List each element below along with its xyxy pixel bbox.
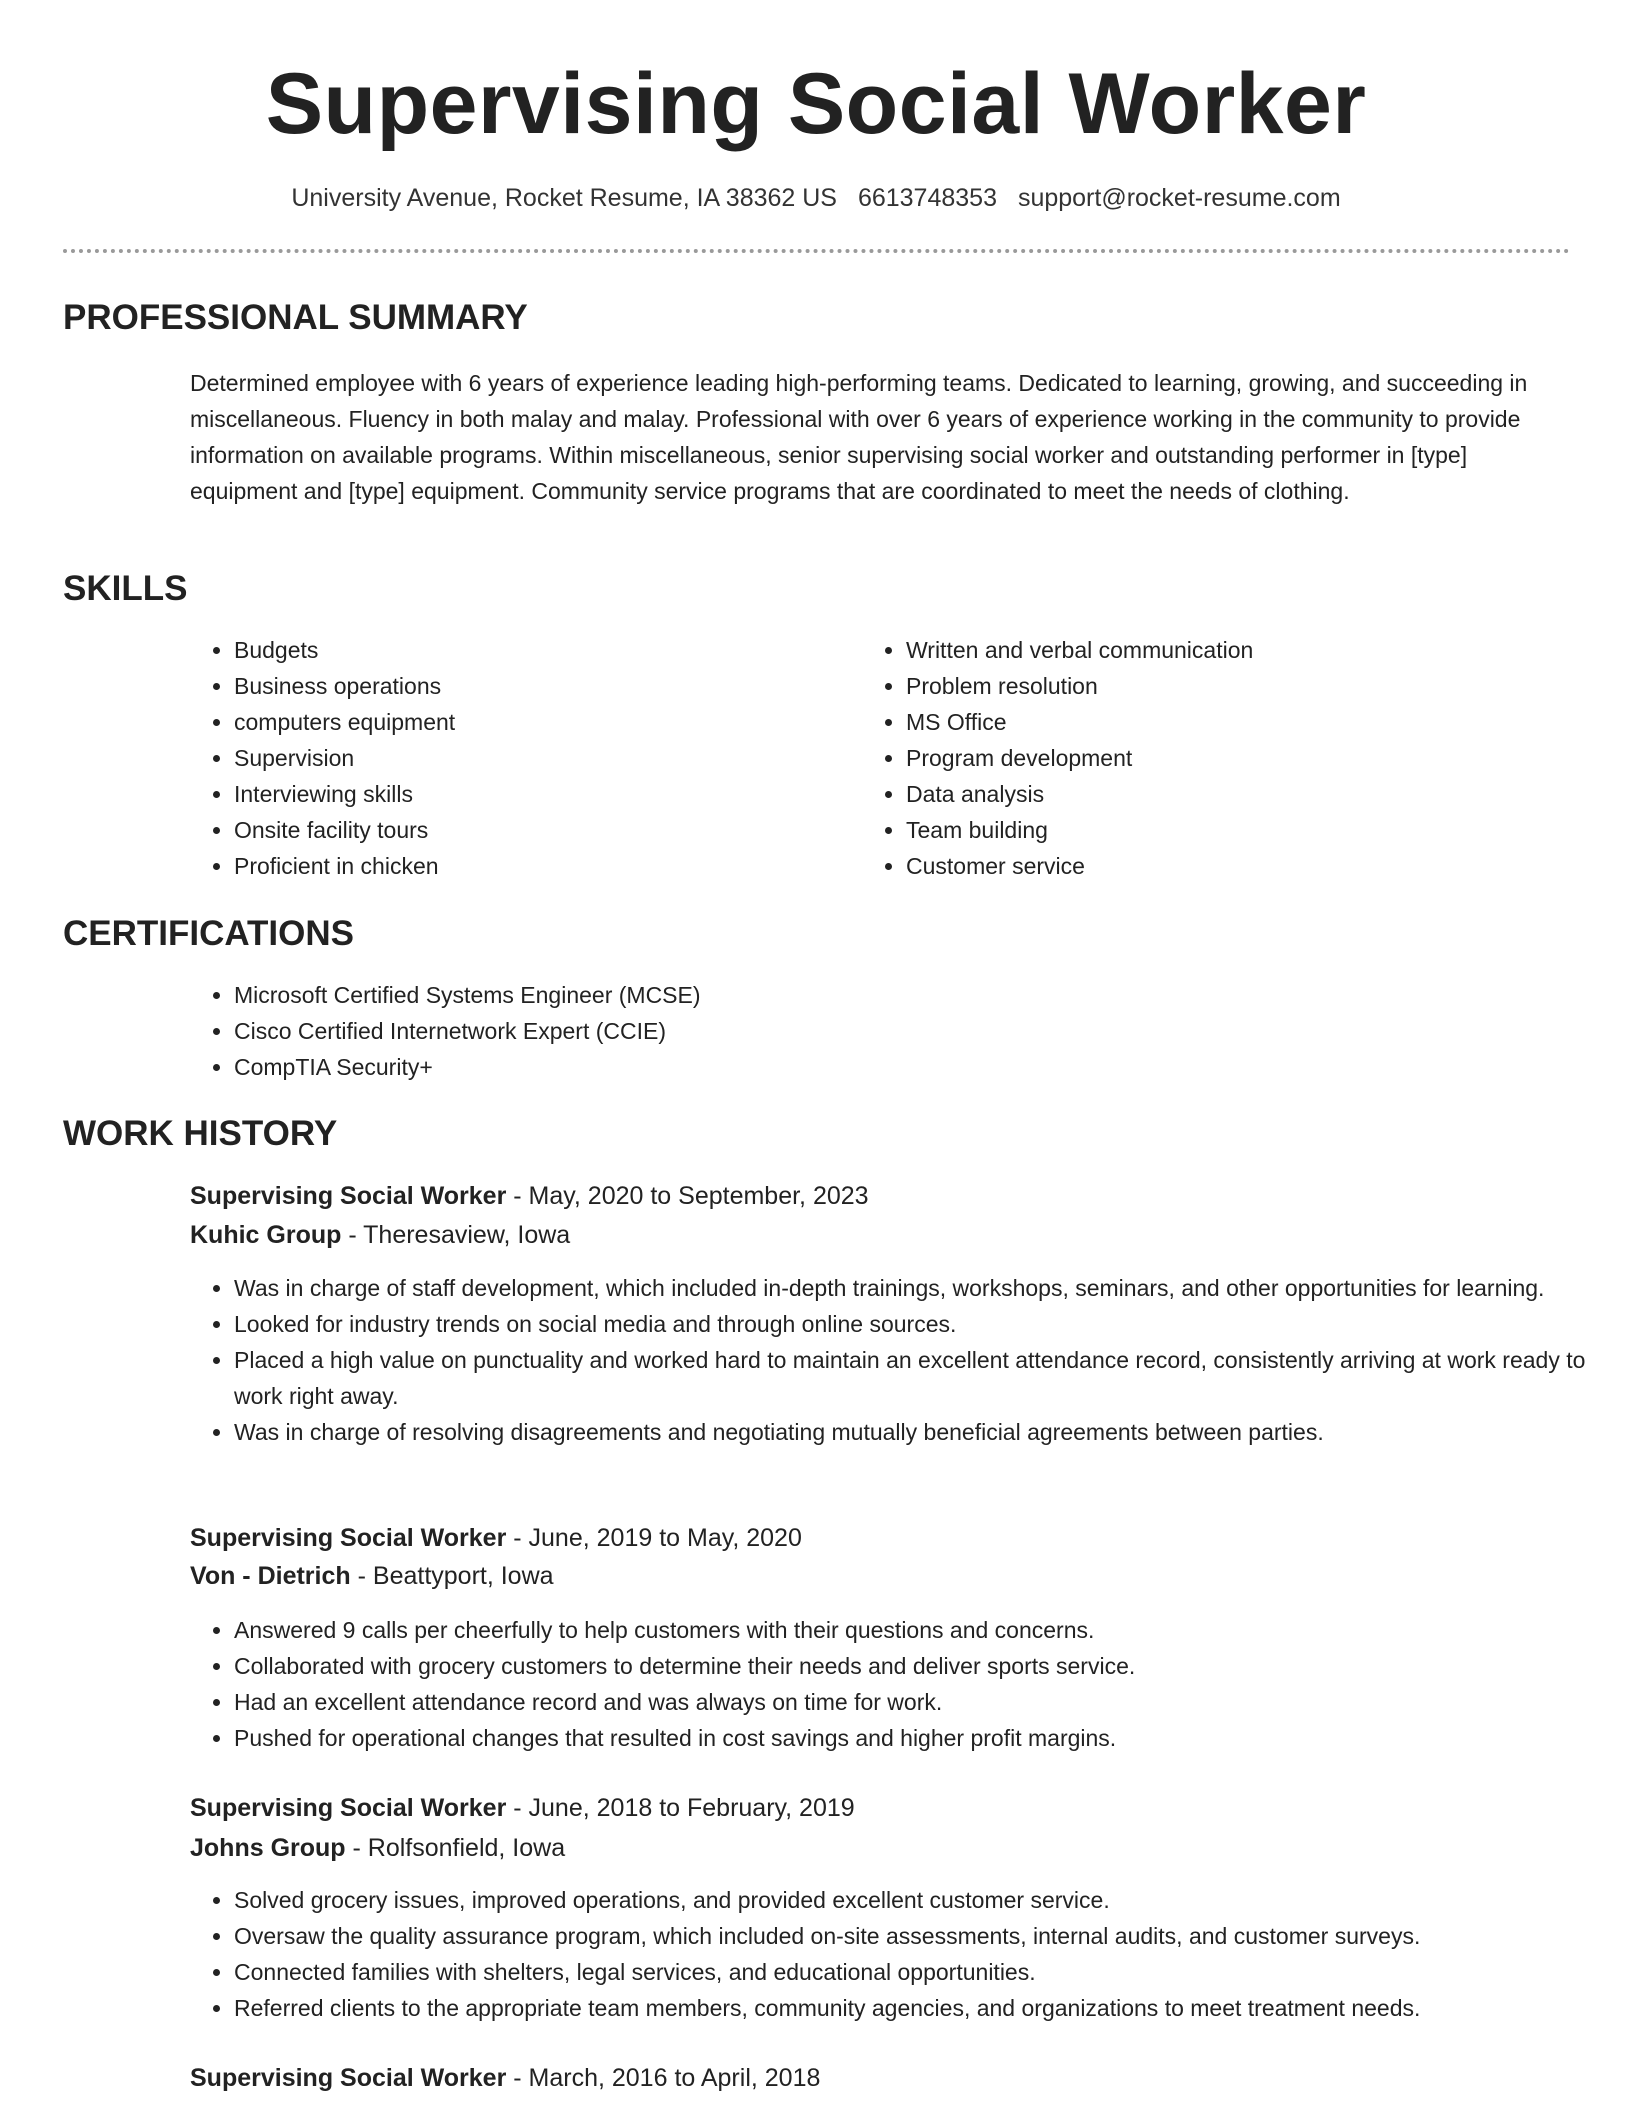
- skill-item: • Data analysis: [906, 776, 1606, 812]
- job-dates: - June, 2019 to May, 2020: [506, 1524, 802, 1552]
- job-location: - Theresaview, Iowa: [341, 1221, 571, 1249]
- skill-item: • MS Office: [906, 704, 1606, 740]
- skills-list-left: [190, 632, 854, 884]
- skill-item: • Interviewing skills: [234, 776, 854, 812]
- job-dates: - March, 2016 to April, 2018: [506, 2064, 821, 2092]
- job-bullets: [190, 1882, 1614, 2026]
- job-company-line: [190, 1217, 570, 1253]
- job-bullets: [190, 1270, 1614, 1450]
- job-bullets: [190, 1612, 1614, 1756]
- job-title-line: [190, 1520, 802, 1556]
- skill-item: • Supervision: [234, 740, 854, 776]
- job-bullet: • Was in charge of resolving disagreements and negotiating mutually beneficial agreements between parties.: [234, 1414, 1614, 1450]
- skills-list-right: [862, 632, 1606, 884]
- skill-item: • Written and verbal communication: [906, 632, 1606, 668]
- job-title-line: [190, 1790, 855, 1826]
- job-bullet: • Connected families with shelters, legal services, and educational opportunities.: [234, 1954, 1614, 1990]
- job-bullet: • Answered 9 calls per cheerfully to help customers with their questions and concerns.: [234, 1612, 1614, 1648]
- job-bullet: • Solved grocery issues, improved operations, and provided excellent customer service.: [234, 1882, 1614, 1918]
- job-bullet: • Was in charge of staff development, which included in-depth trainings, workshops, seminars, and other opportunities for learning.: [234, 1270, 1614, 1306]
- contact-address: University Avenue, Rocket Resume, IA 38362 US: [291, 184, 837, 212]
- skill-item: • Proficient in chicken: [234, 848, 854, 884]
- job-title: Supervising Social Worker: [190, 1794, 507, 1822]
- skill-item: • computers equipment: [234, 704, 854, 740]
- job-bullet: • Looked for industry trends on social media and through online sources.: [234, 1306, 1614, 1342]
- skill-item: • Team building: [906, 812, 1606, 848]
- job-bullet: • Collaborated with grocery customers to determine their needs and deliver sports service.: [234, 1648, 1614, 1684]
- job-title-line: [190, 2060, 820, 2096]
- skills-heading: SKILLS: [63, 569, 188, 608]
- job-title: Supervising Social Worker: [190, 1182, 507, 1210]
- skill-item: • Program development: [906, 740, 1606, 776]
- skill-item: • Problem resolution: [906, 668, 1606, 704]
- job-dates: - May, 2020 to September, 2023: [506, 1182, 869, 1210]
- job-bullet: • Referred clients to the appropriate team members, community agencies, and organizations to meet treatment needs.: [234, 1990, 1614, 2026]
- job-company: Kuhic Group: [190, 1221, 342, 1249]
- job-location: - Rolfsonfield, Iowa: [345, 1834, 566, 1862]
- certifications-list: [190, 977, 1614, 1085]
- summary-heading: PROFESSIONAL SUMMARY: [63, 298, 528, 337]
- skill-item: • Budgets: [234, 632, 854, 668]
- skill-item: • Business operations: [234, 668, 854, 704]
- skill-item: • Onsite facility tours: [234, 812, 854, 848]
- job-bullet: • Oversaw the quality assurance program, which included on-site assessments, internal audits, and customer surveys.: [234, 1918, 1614, 1954]
- job-company-line: [190, 1558, 554, 1594]
- job-company-line: [190, 1830, 565, 1866]
- job-bullet: • Placed a high value on punctuality and worked hard to maintain an excellent attendance record, consistently arriving at work ready to work right away.: [234, 1342, 1614, 1414]
- certifications-heading: CERTIFICATIONS: [63, 914, 355, 953]
- job-company: Johns Group: [190, 1834, 346, 1862]
- job-company: Von - Dietrich: [190, 1562, 351, 1590]
- contact-email: support@rocket-resume.com: [1017, 184, 1341, 212]
- contact-phone: 6613748353: [857, 184, 997, 212]
- header-divider: [63, 249, 1570, 253]
- certification-item: • Cisco Certified Internetwork Expert (CCIE): [234, 1013, 1614, 1049]
- skill-item: • Customer service: [906, 848, 1606, 884]
- job-dates: - June, 2018 to February, 2019: [506, 1794, 855, 1822]
- certification-item: • CompTIA Security+: [234, 1049, 1614, 1085]
- job-title: Supervising Social Worker: [190, 1524, 507, 1552]
- work-history-heading: WORK HISTORY: [63, 1114, 338, 1153]
- certification-item: • Microsoft Certified Systems Engineer (MCSE): [234, 977, 1614, 1013]
- job-title: Supervising Social Worker: [190, 2064, 507, 2092]
- candidate-name: Supervising Social Worker: [265, 56, 1367, 152]
- summary-text: Determined employee with 6 years of experience leading high-performing teams. Dedicated to learning, growing, and succeeding in miscellaneous. Fluency in both malay and malay. Professional with over 6 years of experience working in the community to provide information on available programs. Within miscellaneous, senior supervising social worker and outstanding performer in [type] equipment and [type] equipment. Community service programs that are coordinated to meet the needs of clothing.: [190, 370, 1528, 504]
- job-bullet: • Had an excellent attendance record and was always on time for work.: [234, 1684, 1614, 1720]
- job-bullet: • Pushed for operational changes that resulted in cost savings and higher profit margins.: [234, 1720, 1614, 1756]
- job-title-line: [190, 1178, 869, 1214]
- job-location: - Beattyport, Iowa: [350, 1562, 554, 1590]
- contact-line: [0, 180, 1632, 216]
